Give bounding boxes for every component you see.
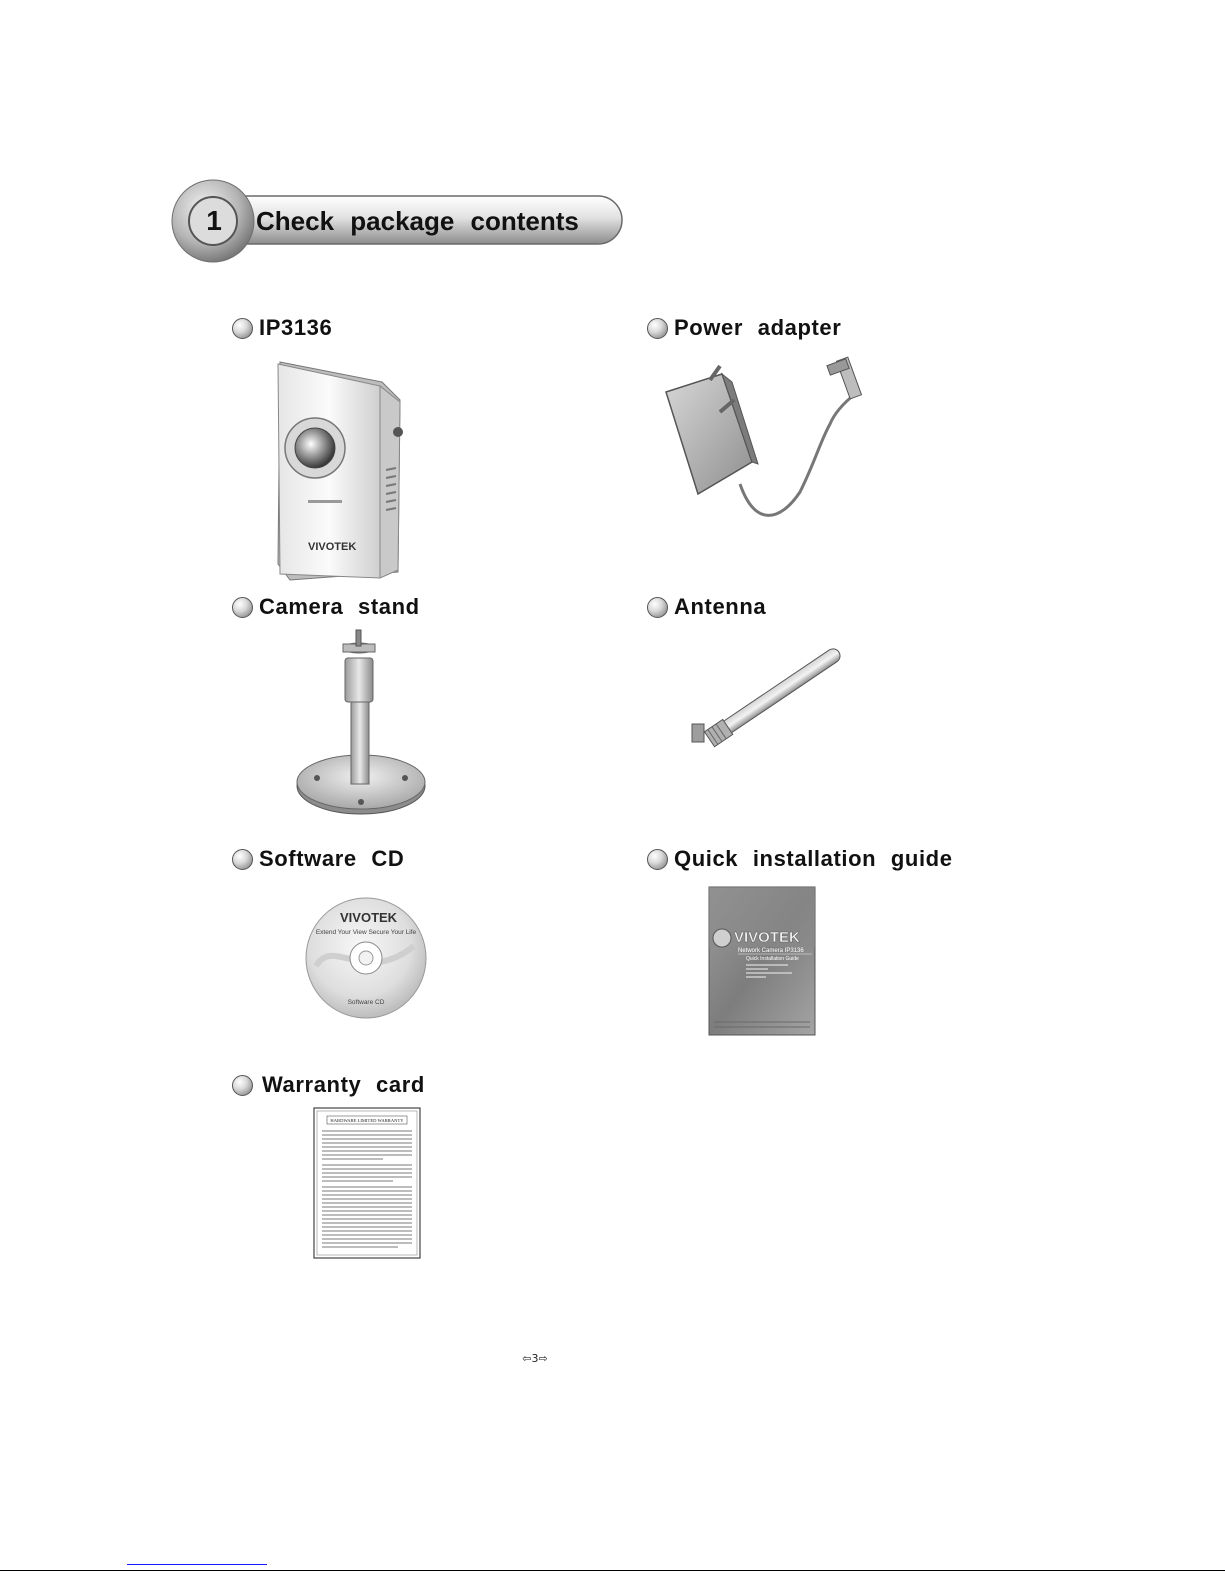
warranty-card-illustration	[313, 1107, 421, 1259]
camera-stand-illustration	[293, 628, 429, 818]
bullet-icon	[232, 849, 253, 870]
step-title: Check package contents	[256, 206, 579, 236]
antenna-illustration	[690, 640, 860, 750]
step-banner	[170, 178, 630, 264]
item-heading-software-cd	[232, 844, 404, 874]
camera-illustration	[270, 352, 420, 584]
cd-label: Software CD	[347, 999, 385, 1006]
page-number: ⇦3⇨	[522, 1352, 548, 1365]
bullet-icon	[647, 597, 668, 618]
guide-title: Quick Installation Guide	[746, 956, 799, 962]
quick-guide-cover-illustration	[708, 886, 816, 1036]
item-heading-antenna	[647, 592, 766, 622]
bullet-icon	[232, 597, 253, 618]
step-number: 1	[206, 205, 222, 236]
bullet-icon	[647, 318, 668, 339]
item-label-camera-stand: Camera stand	[259, 594, 420, 619]
item-heading-camera	[232, 313, 332, 343]
bullet-icon	[647, 849, 668, 870]
power-adapter-illustration	[660, 352, 870, 532]
item-heading-warranty-card	[232, 1070, 425, 1100]
footer-link-underline[interactable]	[127, 1564, 267, 1565]
bullet-icon	[232, 1075, 253, 1096]
footer-divider	[0, 1570, 1225, 1571]
software-cd-illustration	[304, 896, 428, 1020]
item-heading-quick-guide	[647, 844, 953, 874]
guide-product: Network Camera IP3136	[738, 948, 804, 954]
bullet-icon	[232, 318, 253, 339]
cd-tagline: Extend Your View Secure Your Life	[315, 929, 417, 936]
guide-brand-logo: VIVOTEK	[734, 929, 800, 946]
item-heading-camera-stand	[232, 592, 420, 622]
item-label-power-adapter: Power adapter	[674, 315, 842, 340]
item-heading-power-adapter	[647, 313, 841, 343]
camera-brand-logo: VIVOTEK	[308, 541, 357, 553]
item-label-software-cd: Software CD	[259, 846, 405, 871]
item-label-antenna: Antenna	[674, 594, 767, 619]
warranty-heading: HARDWARE LIMITED WARRANTY	[330, 1118, 404, 1123]
item-label-quick-guide: Quick installation guide	[674, 846, 953, 871]
item-label-camera: IP3136	[259, 315, 333, 340]
cd-brand-logo: VIVOTEK	[340, 910, 398, 925]
item-label-warranty-card: Warranty card	[262, 1072, 425, 1097]
